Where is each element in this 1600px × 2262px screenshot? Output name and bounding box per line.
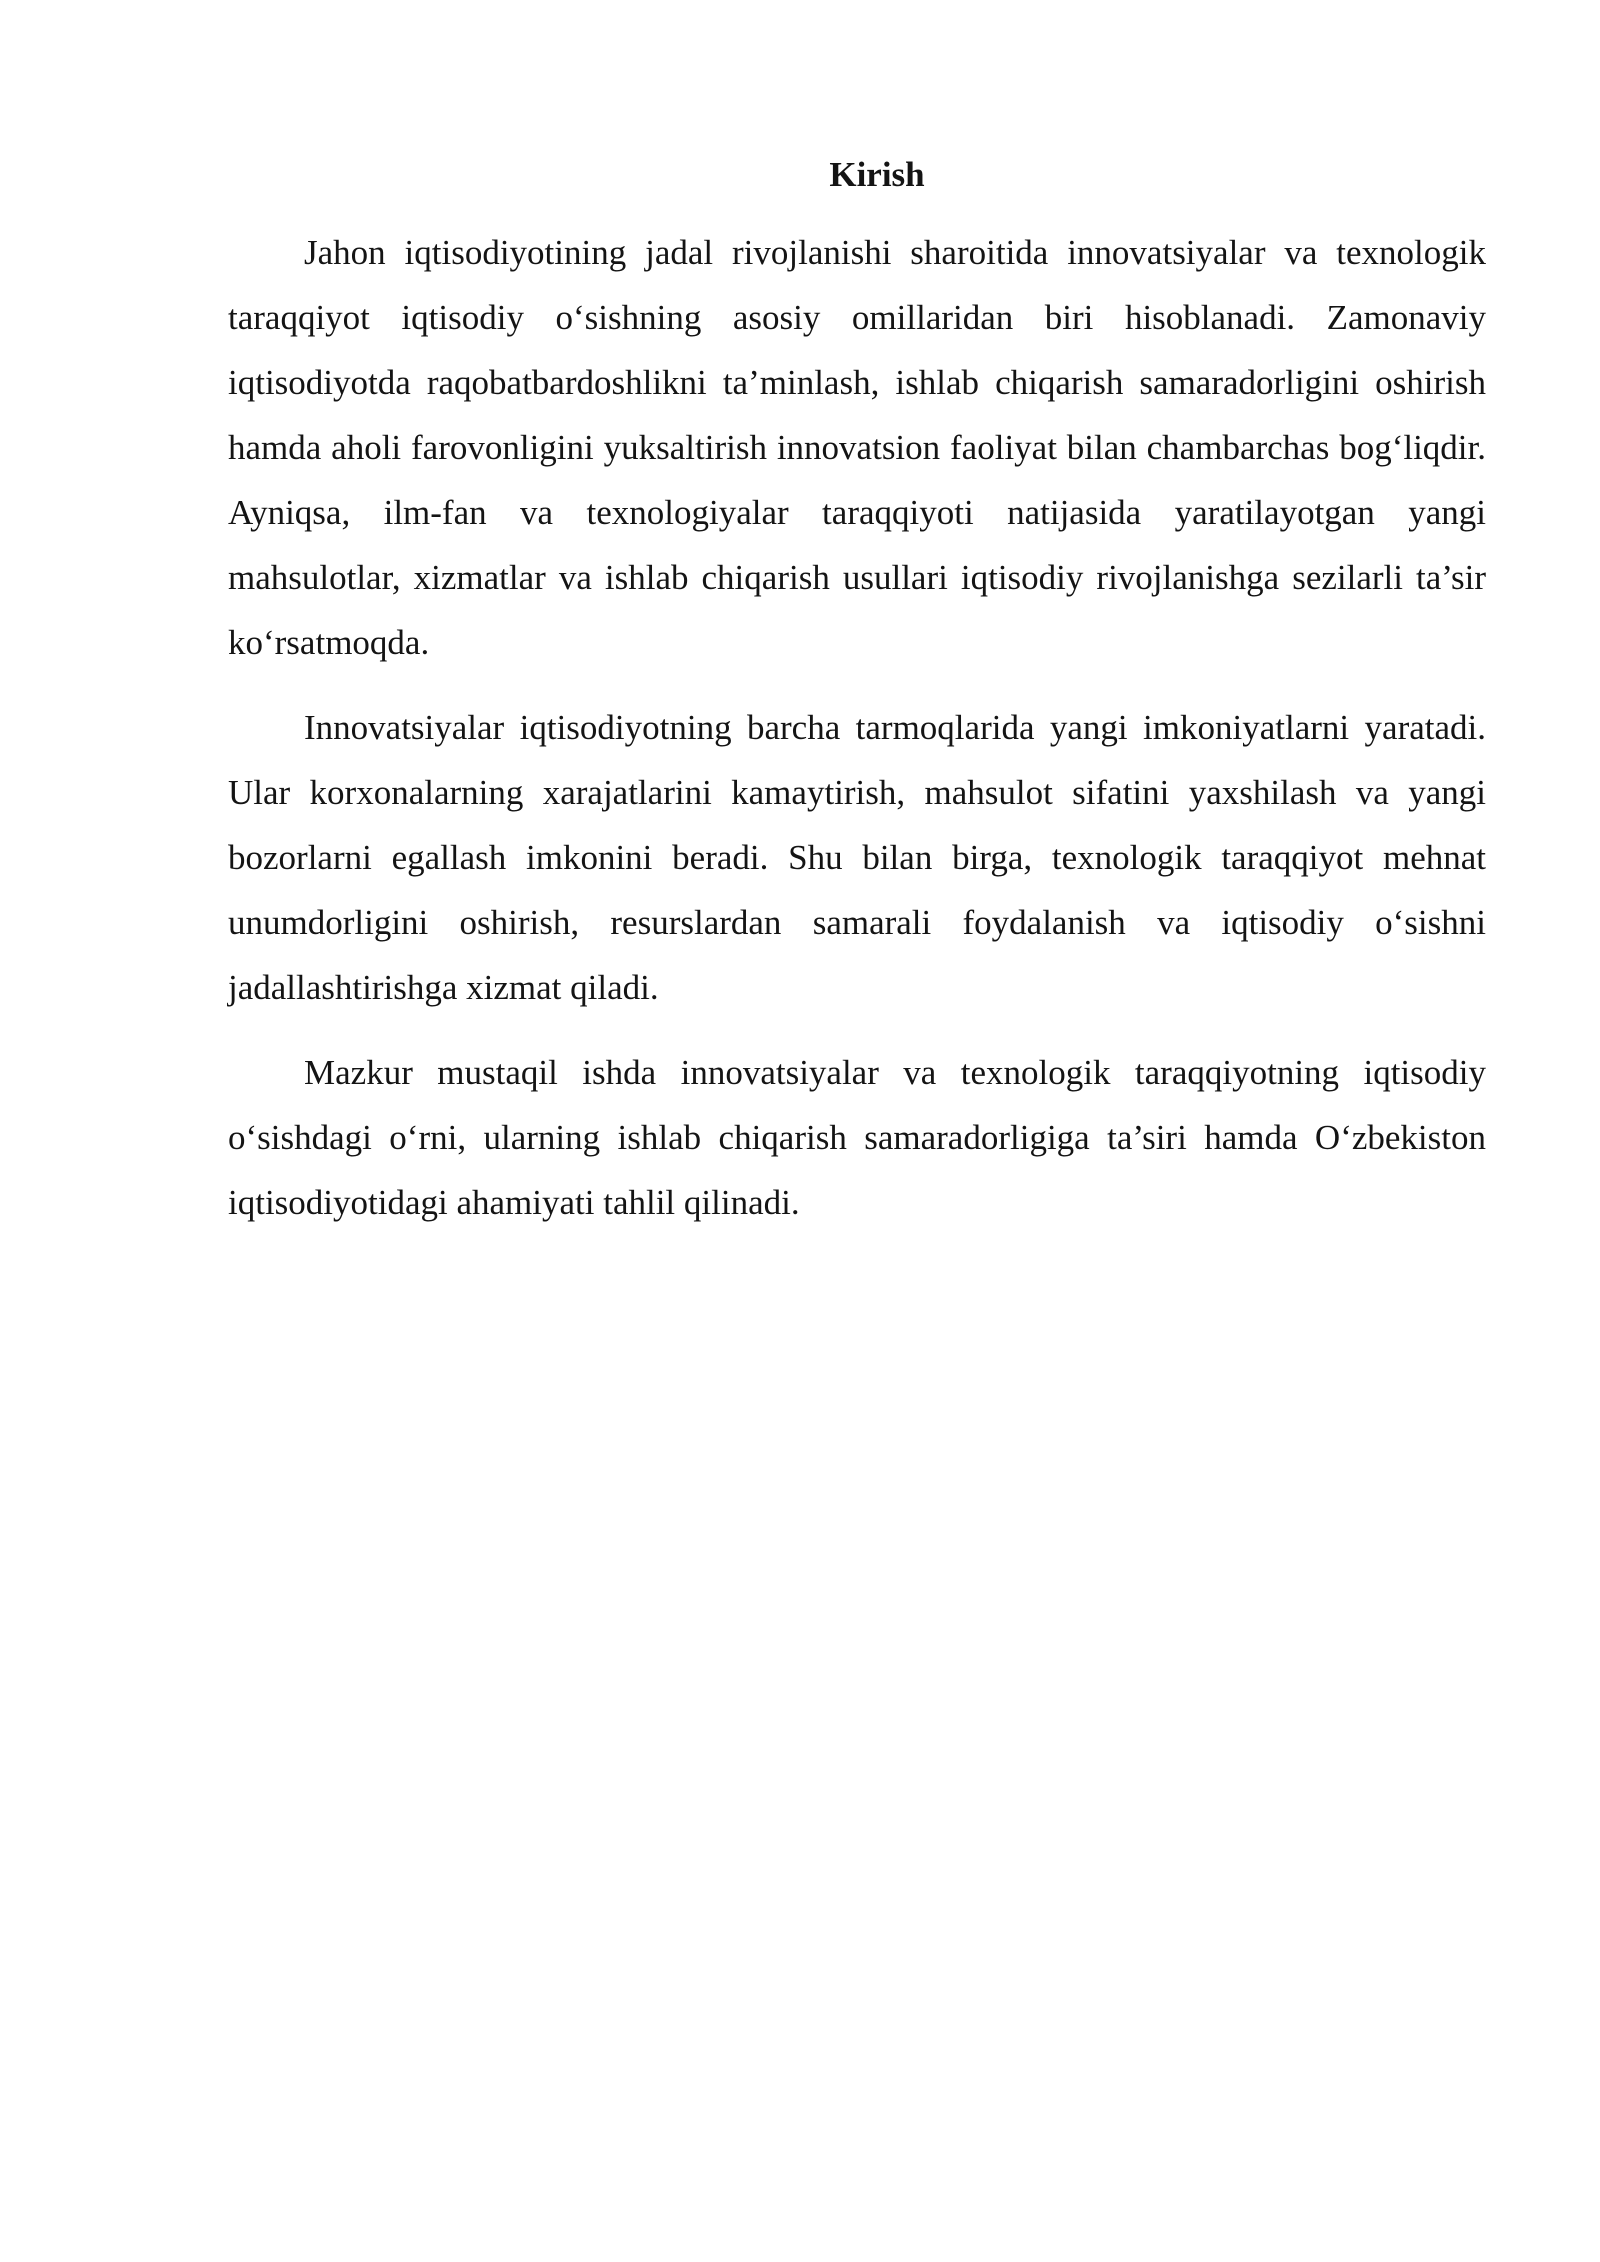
paragraph-2: Innovatsiyalar iqtisodiyotning barcha tarmoqlarida yangi imkoniyatlarni yaratadi. Ular korxonalarning xarajatlarini kamaytirish, mahsulot sifatini yaxshilash va yangi bozorlarni egallash imkonini beradi. Shu bilan birga, texnologik taraqqiyot mehnat unumdorligini oshirish, resurslardan samarali foydalanish va iqtisodiy o‘sishni jadallashtirishga xizmat qiladi. [228,708,1486,1007]
paragraph-3: Mazkur mustaqil ishda innovatsiyalar va texnologik taraqqiyotning iqtisodiy o‘sishdagi o‘rni, ularning ishlab chiqarish samaradorligiga ta’siri hamda O‘zbekiston iqtisodiyotidagi ahamiyati tahlil qilinadi. [228,1053,1486,1222]
paragraph-1: Jahon iqtisodiyotining jadal rivojlanishi sharoitida innovatsiyalar va texnologik taraqqiyot iqtisodiy o‘sishning asosiy omillaridan biri hisoblanadi. Zamonaviy iqtisodiyotda raqobatbardoshlikni ta’minlash, ishlab chiqarish samaradorligini oshirish hamda aholi farovonligini yuksaltirish innovatsion faoliyat bilan chambarchas bog‘liqdir. Ayniqsa, ilm-fan va texnologiyalar taraqqiyoti natijasida yaratilayotgan yangi mahsulotlar, xizmatlar va ishlab chiqarish usullari iqtisodiy rivojlanishga sezilarli ta’sir ko‘rsatmoqda. [228,233,1486,662]
section-title: Kirish [829,155,925,194]
document-body [228,150,1486,1255]
